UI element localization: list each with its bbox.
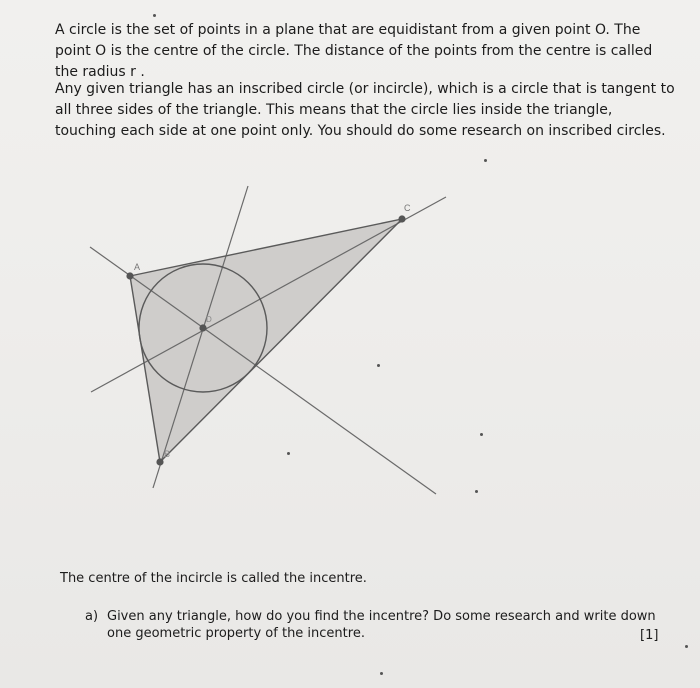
- paper-speck: [484, 159, 487, 162]
- question-a-label: a): [85, 609, 99, 624]
- paper-speck: [377, 364, 380, 367]
- paper-speck: [380, 672, 383, 675]
- vertex-c-point: [398, 215, 405, 222]
- vertex-a-label: A: [134, 262, 141, 272]
- question-a-text: Given any triangle, how do you find the incentre? Do some research and write down one geometric property of the incentre.: [107, 609, 656, 641]
- incentre-statement: The centre of the incircle is called the incentre.: [60, 571, 367, 586]
- paper-speck: [153, 14, 156, 17]
- incentre-label: D: [206, 315, 212, 324]
- paper-speck: [480, 433, 483, 436]
- paper-speck: [287, 452, 290, 455]
- vertex-a-point: [126, 272, 133, 279]
- paper-speck: [475, 490, 478, 493]
- paper-speck: [685, 645, 688, 648]
- vertex-c-label: C: [404, 203, 411, 213]
- vertex-b-point: [156, 458, 163, 465]
- incentre-point: [199, 324, 206, 331]
- vertex-b-label: B: [164, 449, 171, 459]
- intro-paragraph-incircle: Any given triangle has an inscribed circle (or incircle), which is a circle that is tangent to all three sides of the triangle. This means that the circle lies inside the triangle, touching each side at one point only. You should do some research on inscribed circles.: [55, 81, 675, 139]
- question-a-marks: [1]: [640, 628, 659, 643]
- intro-paragraph-circle-definition: A circle is the set of points in a plane that are equidistant from a given point O. The point O is the centre of the circle. The distance of the points from the centre is called the radius r .: [55, 22, 653, 80]
